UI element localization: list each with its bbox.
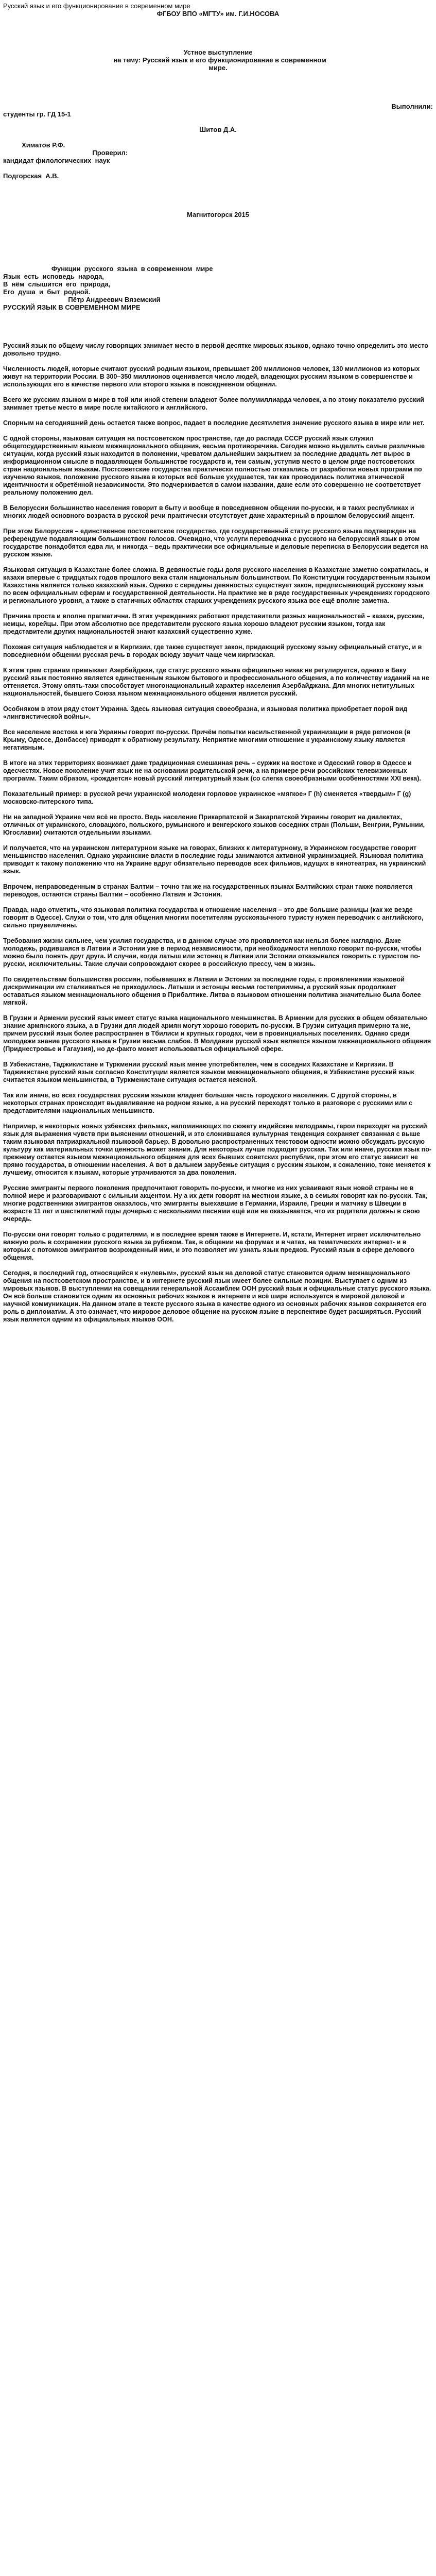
blank-line <box>3 698 433 705</box>
blank-line <box>3 875 433 883</box>
blank-line <box>3 242 433 249</box>
blank-line <box>3 752 433 759</box>
blank-line <box>3 636 433 643</box>
text-line: Пётр Андреевич Вяземский <box>3 296 161 303</box>
blank-line <box>3 249 433 257</box>
text-line: Химатов Р.Ф. <box>3 141 65 149</box>
paragraph: В итоге на этих территориях возникает даже традиционная смешанная речь – суржик на востоке и Одесский говор в Одессе и одесчестях. Новое поколение учит язык не на основании родительской речи, а на примере речи российских телевизионных программ. Таким образом, «рождается» новый русский литературный язык (со слегка своеобразными особенностями ХХI века). <box>3 759 421 782</box>
blank-line <box>3 412 433 419</box>
text-line: Его душа и быт родной. <box>3 288 91 296</box>
blank-line <box>3 79 433 87</box>
blank-line <box>3 605 433 613</box>
blank-line <box>3 33 433 41</box>
paragraph: Спорным на сегодняшний день остается также вопрос, падает в последние десятилетия значение русского языка в мире или нет. <box>3 419 425 427</box>
text-line: РУССКИЙ ЯЗЫК В СОВРЕМЕННОМ МИРЕ <box>3 303 141 311</box>
paragraph: Языковая ситуация в Казахстане более сложна. В девяностые годы доля русского населения в Казахстане заметно сократилась, и казахи впервые с тридцатых годов прошлого века стали национальным большинством. По Конституции государственным языком Казахстана является только казахский язык. Однако с середины девяностых существует закон, предписывающий русскому язык по всем официальным сферам и государственной деятельности. На практике же в ряде государственных учреждениях городского и регионального уровня, а также в статичных областях старших учреждениях русского языка все ещё вполне заметна. <box>3 566 432 604</box>
blank-line <box>3 558 433 566</box>
text-line: Функции русского языка в современном мире <box>3 265 213 273</box>
paragraph: Так или иначе, во всех государствах русским языком владеет большая часть городского населения. С другой стороны, в некоторых странах происходит выдавливание на родном языке, а на русский переходят только в разговоре с русскими или с представителями национальных меньшинств. <box>3 1092 414 1114</box>
text-line: Язык есть исповедь народа, <box>3 273 104 280</box>
text-line: кандидат филологических наук <box>3 157 110 164</box>
blank-line <box>3 1177 433 1184</box>
paragraph: При этом Белоруссия – единственное постсоветское государство, где государственный статус русского языка подтвержден на референдуме подавляющим большинством голосов. Очевидно, что услуги переводчика с русского на белорусский язык в этом государстве понадобятся едва ли, и никогда – ведь практически все официальные и деловые переписка в Белоруссии ведется на русском языке. <box>3 528 430 558</box>
text-line: Подгорская А.В. <box>3 172 59 180</box>
blank-line <box>3 257 433 265</box>
blank-line <box>3 1007 433 1014</box>
blank-line <box>3 25 433 33</box>
blank-line <box>3 327 433 334</box>
paragraph: Например, в некоторых новых узбекских фильмах, напоминающих по сюжету индийские мелодрамы, герои переходят на русский язык для выражения чувств при выяснении отношений, и это сложившаяся культурная тенденция сохраняет связанная с выше таким языковая патриархальной языковой барьер. В довольно распространенных текстовом одности можно обсуждать русскую культуру как материальных точки ценность может знания. Для некоторых лучше подходит русская. Так или иначе, русская язык по-прежнему остается языком межнационального общения для всех бывших советских республик, при этом его статус зависит не прямо государства, в отношении населения. А вот в дальнем зарубежье ситуация с русским языком, к сожалению, тоже меняется к лучшему, относится к языкам, которые утрачиваются за два поколения. <box>3 1123 433 1176</box>
blank-line <box>3 1262 433 1269</box>
blank-line <box>3 203 433 211</box>
blank-line <box>3 1223 433 1231</box>
blank-line <box>3 72 433 79</box>
blank-line <box>3 234 433 242</box>
blank-line <box>3 806 433 814</box>
blank-line <box>3 1084 433 1092</box>
blank-line <box>3 388 433 396</box>
paragraph: Сегодня, в последний год, относящийся к «нулевым», русский язык на деловой статус становится одним межнационального общения на постсоветском пространстве, и в интернете русский язык имеет более сильные позиции. Выступает с одним из мировых языков. В выступлении на совещании генеральной Ассамблеи ООН русский язык и официальные статус русского языка. Он всё больше становится одним из основных рабочих языков в интернете и всё шире используется в мировой деловой и научной коммуникации. На данном этапе в тексте русского языка в качестве одного из основных рабочих языков сохраняется его роль в дипломатии. А это означает, что мировое деловое общение на русском языке в перспективе будет расширяться. Русский язык является одним из официальных языков ООН. <box>3 1269 433 1323</box>
paragraph: Показательный пример: в русской речи украинской молодежи горловое украинское «мягкое» Г (h) сменяется «твердым» Г (g) московско-питерского типа. <box>3 790 413 805</box>
paragraph: По свидетельствам большинства россиян, побывавших в Латвии и Эстонии за последние годы, с проявлениями языковой дискриминации им сталкиваться не приходилось. Латыши и эстонцы весьма гостеприимны, а русский язык продолжает оставаться языком межнационального общения в Прибалтике. Литва в языковом отношении политика значительно была более мягкой. <box>3 976 423 1006</box>
blank-line <box>3 218 433 226</box>
blank-line <box>3 659 433 667</box>
text-line: Устное выступление <box>183 48 253 56</box>
blank-line <box>3 899 433 906</box>
paragraph: В Белоруссии большинство населения говорит в быту и вообще в повседневном общении по-русски, и в таких республиках и многих людей основного возраста в русской речи практически отсутствует даже характерный в прошлом белорусский акцент. <box>3 504 416 519</box>
paragraph: Похожая ситуация наблюдается и в Киргизии, где также существует закон, придающий русскому языку официальный статус, и в повседневном общении русская речь в городах всюду звучит чаще чем киргизская. <box>3 643 424 658</box>
blank-line <box>3 319 433 327</box>
paragraph: По-русски они говорят только с родителями, и в последнее время также в Интернете. И, кстати, Интернет играет исключительно важную роль в сохранении русского языка за рубежом. Так, в общении на форумах и в чатах, на тематических интернет- и в которых с потомков эмигрантов возрожденный ими, и это позволяет им узнать язык предков. Русский язык в сфере делового общения. <box>3 1231 423 1261</box>
text-line: Проверил: <box>3 149 128 157</box>
paragraph: И получается, что на украинском литературном языке на говорах, близких к литературному, в Украинском государстве говорит меньшинство населения. Однако украинские власти в последние годы занимаются активной украинизацией. Языковая политика приводит к такому положению что на Украине вдруг обязательно переводов всех фильмов, идущих в кинотеатрах, на украинский язык. <box>3 844 428 875</box>
paragraph: С одной стороны, языковая ситуация на постсоветском пространстве, где до распада СССР русский язык служил общегосударственным языком межнационального общения, весьма противоречива. Сегодня можно выделить самые различные ситуации, когда русский язык находится в положении, чреватом дальнейшим закрытием за последние двадцать лет вырос в информационном смысле в подавляющем большинстве государств и, тем самым, уступив место в целом ряде постсоветских стран национальным языкам. Постсоветские государства практически полностью отказались от разработки новых программ по изучению языков, положение русского языка в которых всё больше ухудшается, так как проводилась политика этнической идентичности к обретённой независимости. Это подчеркивается в самом названии, даже если это совершенно не соответствует реальному положению дел. <box>3 435 427 496</box>
paragraph: В Узбекистане, Таджикистане и Туркмении русский язык менее употребителен, чем в соседних Казахстане и Киргизии. В Таджикистане русский язык согласно Конституции является языком межнационального общения, в Узбекистане русский язык считается языком меньшинства, в Туркменистане ситуация остается неясной. <box>3 1061 416 1083</box>
text-line: Русский язык и его функционирование в современном мире <box>3 2 190 10</box>
blank-line <box>3 188 433 195</box>
paragraph: Все население востока и юга Украины говорит по-русски. Причём попытки насильственной украинизации в ряде регионов (в Крыму, Одессе, Донбассе) приводят к обратному результату. Неприятие многими отношение к украинскому языку является негативным. <box>3 728 412 751</box>
paragraph: К этим трем странам примыкает Азербайджан, где статус русского языка официально никак не регулируется, однако в Баку русский язык постоянно является единственным языком бытового и профессионального общения, а по количеству изданий на не оттеняется. Этому опять-таки способствует многонациональный характер населения Азербайджана. Для многих нетитульных национальностей, бывшего Союза языком межнационального общения является русский. <box>3 667 431 697</box>
paragraph: Всего же русским языком в мире в той или иной степени владеют более полумиллиарда человек, а по этому показателю русский занимает третье место в мире после китайского и английского. <box>3 396 426 411</box>
blank-line <box>3 1115 433 1123</box>
blank-line <box>3 87 433 95</box>
text-line: студенты гр. ГД 15-1 <box>3 110 71 118</box>
blank-line <box>3 358 433 365</box>
text-line: Магнитогорск 2015 <box>186 211 249 218</box>
paragraph: Численность людей, которые считают русский родным языком, превышает 200 миллионов человек, 130 миллионов из которых живут на территории России. В 300–350 миллионов оценивается число людей, владеющих русским языком в совершенстве и использующих его в качестве первого или второго языка в повседневном общении. <box>3 365 422 388</box>
blank-line <box>3 41 433 48</box>
blank-line <box>3 95 433 103</box>
text-line: В нём слышится его природа, <box>3 280 111 288</box>
blank-line <box>3 968 433 976</box>
text-line: Выполнили: <box>391 103 433 110</box>
paragraph: Особняком в этом ряду стоит Украина. Здесь языковая ситуация своеобразна, и языковая политика приобретает порой вид «лингвистической войны». <box>3 705 409 720</box>
paragraph: Русский язык по общему числу говорящих занимает место в первой десятке мировых языков, однако точно определить это место довольно трудно. <box>3 342 430 357</box>
blank-line <box>3 334 433 342</box>
paragraph: В Грузии и Армении русский язык имеет статус языка национального меньшинства. В Армении для русских в общем обязательно знание армянского языка, а в Грузии для людей армян могут хорошо говорить по-русски. В Грузии ситуация примерно та же, причем русский язык более распространен в Тбилиси и крупных городах, чем в провинциальных поселениях. Однако среди молодежи знание русского языка в Грузии весьма слабое. В Молдавии русский язык является языком межнационального общения (Приднестровье и Гагаузия), но де-факто может использоваться официальной сфере. <box>3 1014 433 1053</box>
blank-line <box>3 721 433 728</box>
blank-line <box>3 311 433 319</box>
text-line: мире. <box>208 64 228 72</box>
paragraph: Впрочем, неправоведенным в странах Балтии – точно так же на государственных языках Балтийских стран также появляется переводов, остаются страны Балтии – особенно Латвия и Эстония. <box>3 883 415 898</box>
paragraph: Причина проста и вполне прагматична. В этих учреждениях работают представители разных национальностей – казахи, русские, немцы, корейцы. При этом абсолютно все представители русского языка хорошо владеют русским языком, тогда как представители других национальностей знают казахский существенно хуже. <box>3 613 426 635</box>
blank-line <box>3 164 433 172</box>
blank-line <box>3 783 433 790</box>
text-line: на тему: Русский язык и его функционирование в современном <box>110 56 326 64</box>
paragraph: Правда, надо отметить, что языковая политика государства и отношение населения – это две большие разницы (как же везде говорят в Одессе). Слухи о том, что для общения многим посетителям русскоязычного туристу нужен переводчик с английского, сильно преувеличены. <box>3 906 425 929</box>
blank-line <box>3 1053 433 1061</box>
blank-line <box>3 118 433 126</box>
blank-line <box>3 837 433 844</box>
blank-line <box>3 520 433 528</box>
paragraph: Требования жизни сильнее, чем усилия государства, и в данном случае это проявляется как нельзя более наглядно. Даже молодежь, родившаяся в Латвии и Эстонии уже в период независимости, при необходимости неплохо говорит по-русски, чтобы можно было понять друг друга. И случаи, когда латыш или эстонец в Латвии или Эстонии отказывался говорить с туристом по-русски, исключительны. Такие случаи сопровождают скорее в российскую прессу, чем в жизнь. <box>3 937 424 968</box>
blank-line <box>3 427 433 435</box>
blank-line <box>3 18 433 25</box>
blank-line <box>3 497 433 504</box>
blank-line <box>3 180 433 188</box>
paragraph: Ни на западной Украине чем всё не просто. Ведь население Прикарпатской и Закарпатской Украины говорит на диалектах, отличных от украинского, словацкого, польского, румынского и венгерского языков соседних стран (Польши, Венгрии, Румынии, Югославии) считаются отдельными языками. <box>3 814 427 836</box>
text-line: Шитов Д.А. <box>199 126 237 133</box>
text-line: ФГБОУ ВПО «МГТУ» им. Г.И.НОСОВА <box>156 10 280 18</box>
paragraph: Русские эмигранты первого поколения предпочитают говорить по-русски, и многие из них усваивают язык новой страны не в полной мере и разговаривают с сильным акцентом. Ну а их дети говорят на местном языке, а в семьях говорят как по-русски. Так, многие родственники эмигрантов оказалось, что эмигранты выехавшие в Германии, Израиле, Греции и матчику в Швеции в возрасте 11 лет и шестилетний годы дочерью с несколькими песнями ещё или не оказывается, что их родители должны в свою очередь. <box>3 1184 429 1223</box>
blank-line <box>3 133 433 141</box>
blank-line <box>3 226 433 234</box>
blank-line <box>3 195 433 203</box>
blank-line <box>3 929 433 937</box>
